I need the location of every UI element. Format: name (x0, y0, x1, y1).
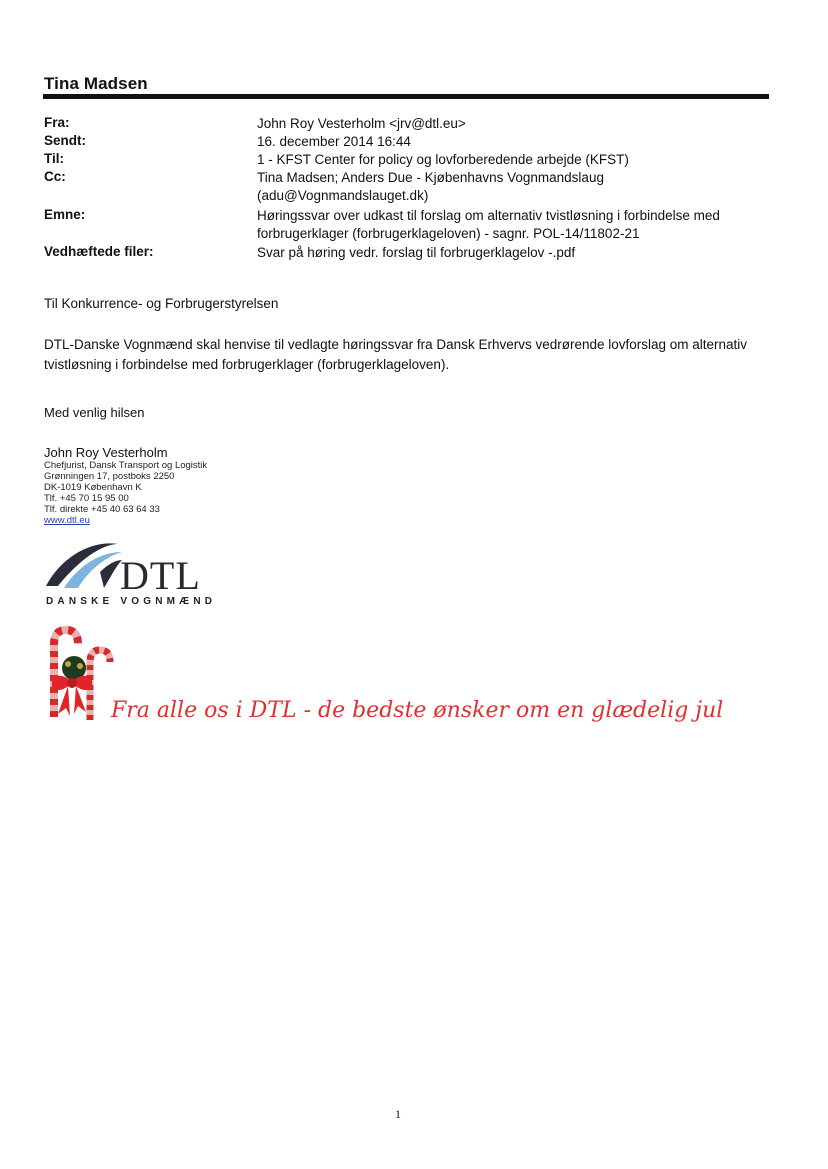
christmas-greeting: Fra alle os i DTL - de bedste ønsker om en glædelig jul (111, 698, 724, 723)
from-value: John Roy Vesterholm <jrv@dtl.eu> (257, 116, 466, 131)
header-rule (43, 94, 769, 99)
signature-name: John Roy Vesterholm (44, 445, 168, 460)
sent-value: 16. december 2014 16:44 (257, 134, 411, 149)
dtl-logo-subtext: DANSKE VOGNMÆND (46, 596, 217, 607)
signature-address1: Grønningen 17, postboks 2250 (44, 471, 175, 482)
signature-phone: Tlf. +45 70 15 95 00 (44, 493, 129, 504)
body-paragraph-line2: tvistløsning i forbindelse med forbrugerklager (forbrugerklageloven). (44, 357, 450, 372)
subject-label: Emne: (44, 207, 86, 222)
signature-address2: DK-1019 København K (44, 482, 142, 493)
signature-website-link[interactable]: www.dtl.eu (44, 515, 90, 526)
candy-cane-decoration-icon (38, 622, 118, 722)
from-label: Fra: (44, 115, 70, 130)
to-value: 1 - KFST Center for policy og lovforberedende arbejde (KFST) (257, 152, 629, 167)
subject-value-line2: forbrugerklager (forbrugerklageloven) - sagnr. POL-14/11802-21 (257, 226, 640, 241)
cc-value-line2: (adu@Vognmandslauget.dk) (257, 188, 429, 203)
sent-label: Sendt: (44, 133, 86, 148)
dtl-swoosh-logo-icon (44, 538, 124, 590)
page-number: 1 (395, 1107, 401, 1121)
signature-direct-phone: Tlf. direkte +45 40 63 64 33 (44, 504, 160, 515)
closing: Med venlig hilsen (44, 405, 145, 420)
dtl-logo-text: DTL (120, 553, 201, 598)
owner-name: Tina Madsen (44, 74, 148, 93)
to-label: Til: (44, 151, 64, 166)
cc-value-line1: Tina Madsen; Anders Due - Kjøbenhavns Vognmandslaug (257, 170, 604, 185)
body-paragraph-line1: DTL-Danske Vognmænd skal henvise til vedlagte høringssvar fra Dansk Erhvervs vedrørende lovforslag om alternativ (44, 337, 748, 352)
salutation: Til Konkurrence- og Forbrugerstyrelsen (44, 296, 279, 311)
attachments-value[interactable]: Svar på høring vedr. forslag til forbrugerklagelov -.pdf (257, 245, 576, 260)
signature-title: Chefjurist, Dansk Transport og Logistik (44, 460, 208, 471)
attachments-label: Vedhæftede filer: (44, 244, 154, 259)
cc-label: Cc: (44, 169, 66, 184)
subject-value-line1: Høringssvar over udkast til forslag om alternativ tvistløsning i forbindelse med (257, 208, 720, 223)
